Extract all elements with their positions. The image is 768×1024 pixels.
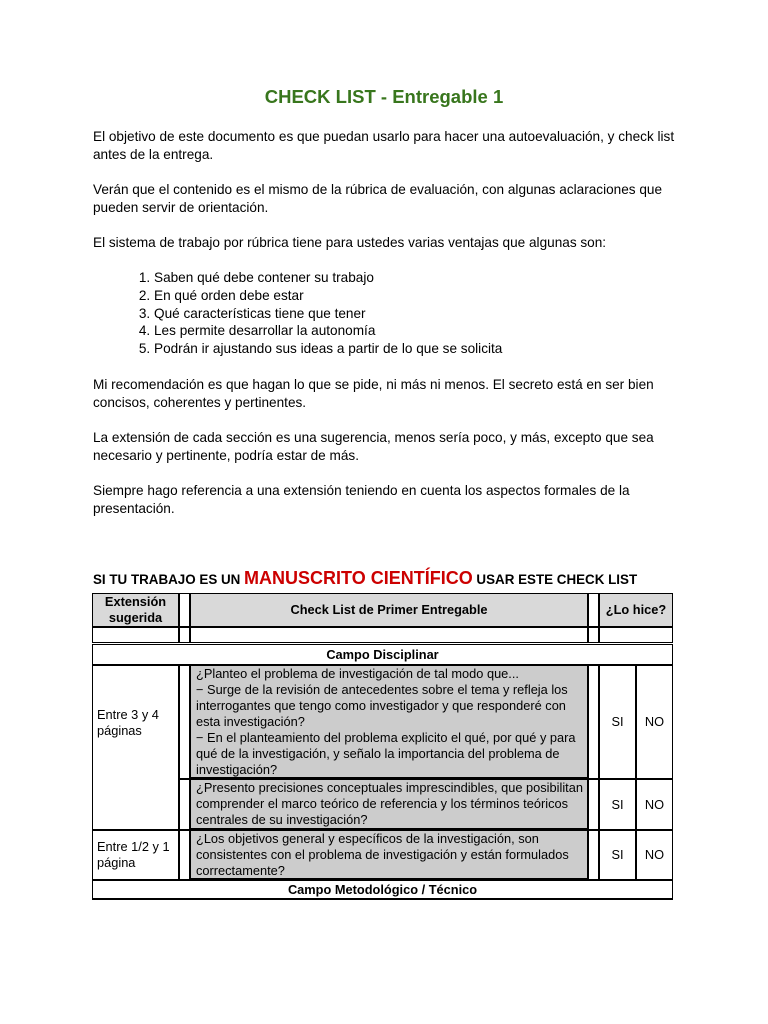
row1-question: ¿Planteo el problema de investigación de tal modo que... − Surge de la revisión de antecedentes sobre el tema y refleja los interrogantes que tengo como investigador y que responderé con esta investigación? − En el planteamiento del problema explicito el qué, por qué y para qué de la investigación, y señalo la importancia del problema de investigación?	[190, 665, 588, 779]
row-spacer	[179, 779, 190, 830]
formal-paragraph: Siempre hago referencia a una extensión teniendo en cuenta los aspectos formales de la presentación.	[93, 483, 630, 516]
section-heading-suffix: USAR ESTE CHECK LIST	[472, 572, 638, 587]
checklist-table	[92, 593, 673, 901]
row2-extension	[92, 779, 179, 830]
list-item: 3. Qué características tiene que tener	[154, 305, 714, 323]
row-spacer	[588, 779, 599, 830]
row-spacer	[179, 665, 190, 779]
row-spacer	[588, 830, 599, 880]
list-item: 2. En qué orden debe estar	[154, 287, 714, 305]
row1-extension: Entre 3 y 4 páginas	[92, 665, 179, 779]
list-item: 4. Les permite desarrollar la autonomía	[154, 322, 714, 340]
row3-question: ¿Los objetivos general y específicos de la investigación, son consistentes con el problema de investigación y están formulados correctamente?	[190, 830, 588, 880]
recommendation-paragraph: Mi recomendación es que hagan lo que se pide, ni más ni menos. El secreto está en ser bien concisos, coherentes y pertinentes.	[93, 377, 654, 410]
campo-metodologico-row: Campo Metodológico / Técnico	[92, 880, 673, 900]
empty-cell	[588, 627, 599, 643]
row-spacer	[179, 830, 190, 880]
system-paragraph: El sistema de trabajo por rúbrica tiene para ustedes varias ventajas que algunas son:	[93, 235, 607, 250]
header-spacer	[588, 593, 599, 627]
section-heading	[93, 568, 683, 589]
row3-extension: Entre 1/2 y 1 página	[92, 830, 179, 880]
row2-yes-option[interactable]: SI	[599, 779, 636, 830]
row2-question: ¿Presento precisiones conceptuales imprescindibles, que posibilitan comprender el marco teórico de referencia y los términos teóricos centrales de su investigación?	[190, 779, 588, 830]
campo-disciplinar-row: Campo Disciplinar	[92, 644, 673, 665]
empty-cell	[599, 627, 673, 643]
header-done: ¿Lo hice?	[599, 593, 673, 627]
intro-paragraph: El objetivo de este documento es que puedan usarlo para hacer una autoevaluación, y check list antes de la entrega.	[93, 129, 675, 162]
header-extension: Extensión sugerida	[92, 593, 179, 627]
row1-yes-option[interactable]: SI	[599, 665, 636, 779]
row3-yes-option[interactable]: SI	[599, 830, 636, 880]
list-item: 5. Podrán ir ajustando sus ideas a partir de lo que se solicita	[154, 340, 714, 358]
header-checklist: Check List de Primer Entregable	[190, 593, 588, 627]
list-item: 1. Saben qué debe contener su trabajo	[154, 269, 714, 287]
advantages-list	[93, 269, 714, 358]
document-title: CHECK LIST - Entregable 1	[264, 86, 504, 107]
empty-cell	[190, 627, 588, 643]
empty-cell	[179, 627, 190, 643]
header-spacer	[179, 593, 190, 627]
rubric-paragraph: Verán que el contenido es el mismo de la rúbrica de evaluación, con algunas aclaraciones que pueden servir de orientación.	[93, 182, 663, 215]
row1-no-option[interactable]: NO	[636, 665, 673, 779]
row3-no-option[interactable]: NO	[636, 830, 673, 880]
section-heading-highlight: MANUSCRITO CIENTÍFICO	[244, 568, 473, 588]
row2-no-option[interactable]: NO	[636, 779, 673, 830]
section-heading-prefix: SI TU TRABAJO ES UN	[93, 572, 245, 587]
extension-paragraph: La extensión de cada sección es una sugerencia, menos sería poco, y más, excepto que sea necesario y pertinente, podría estar de más.	[93, 430, 654, 463]
row-spacer	[588, 665, 599, 779]
empty-cell	[92, 627, 179, 643]
